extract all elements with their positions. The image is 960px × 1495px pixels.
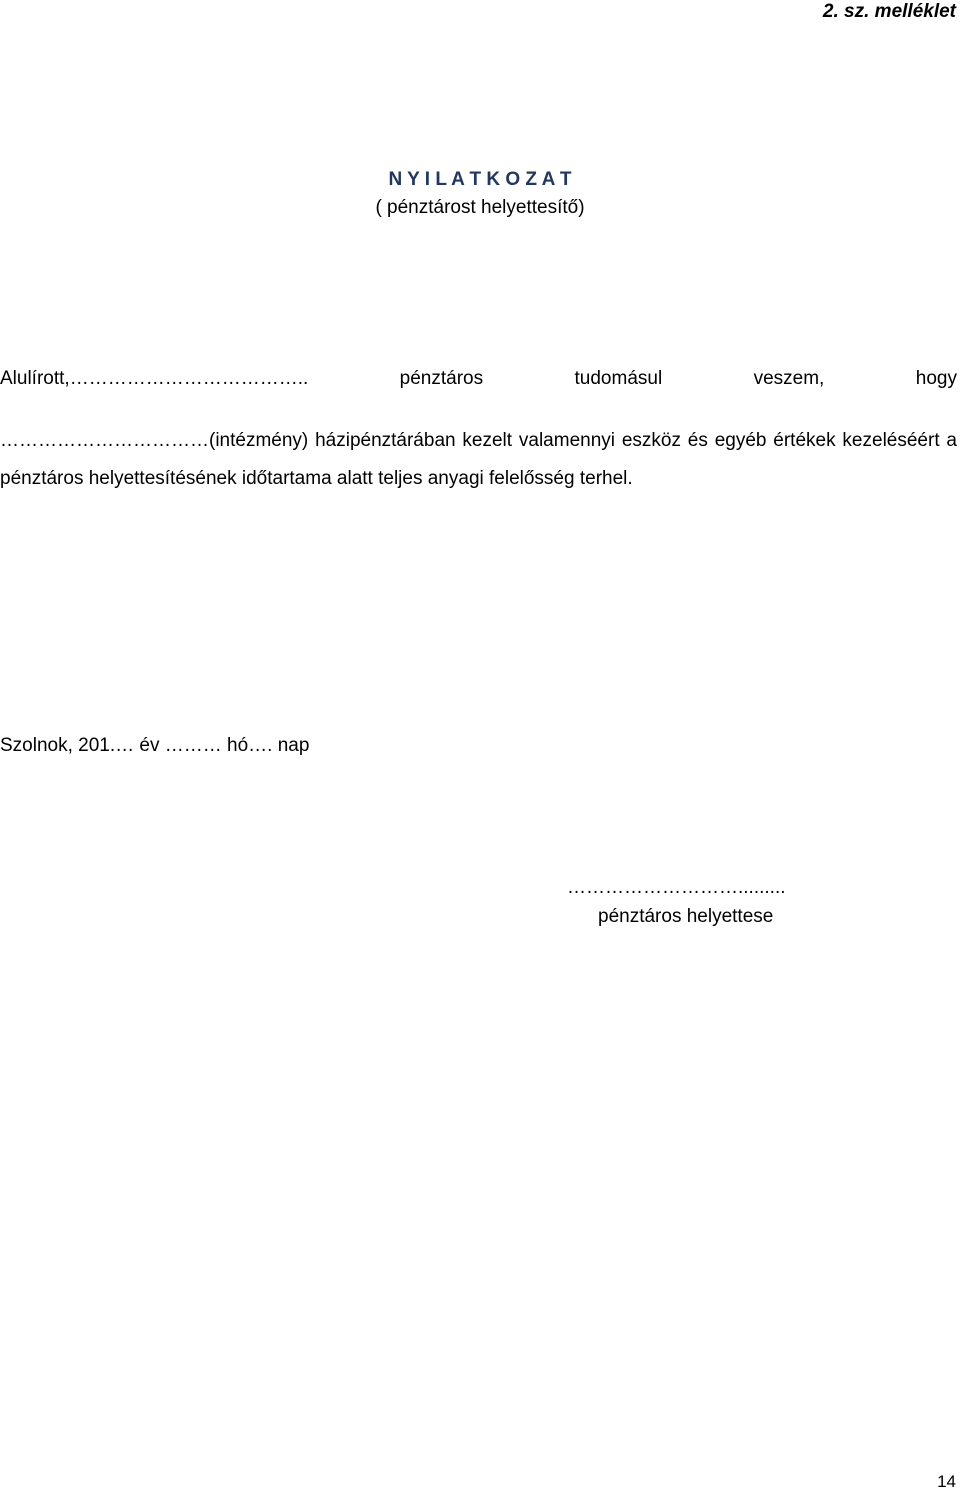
signature-label: pénztáros helyettese [598, 906, 774, 927]
annex-label: 2. sz. melléklet [822, 1, 956, 22]
declaration-body: ……………………………(intézmény) házipénztárában kezelt valamennyi eszköz és egyéb értékek kezeléséért a pénztáros helyettesítésének időtartama alatt teljes anyagi felelősség terhel. [0, 430, 957, 489]
document-subtitle: ( pénztárost helyettesítő) [375, 197, 585, 218]
date-line: Szolnok, 201.… év ……… hó…. nap [0, 735, 310, 756]
page-number: 14 [937, 1472, 956, 1491]
declaration-word: hogy [915, 368, 957, 389]
declaration-word: pénztáros [399, 368, 484, 389]
declaration-word: tudomásul [574, 368, 663, 389]
document-title: N Y I L A T K O Z A T [388, 169, 572, 190]
signature-line: ………………………......... [567, 877, 786, 898]
declaration-first-line [0, 367, 957, 391]
declaration-word: Alulírott,……………………………….. [0, 368, 309, 389]
declaration-word: veszem, [753, 368, 825, 389]
